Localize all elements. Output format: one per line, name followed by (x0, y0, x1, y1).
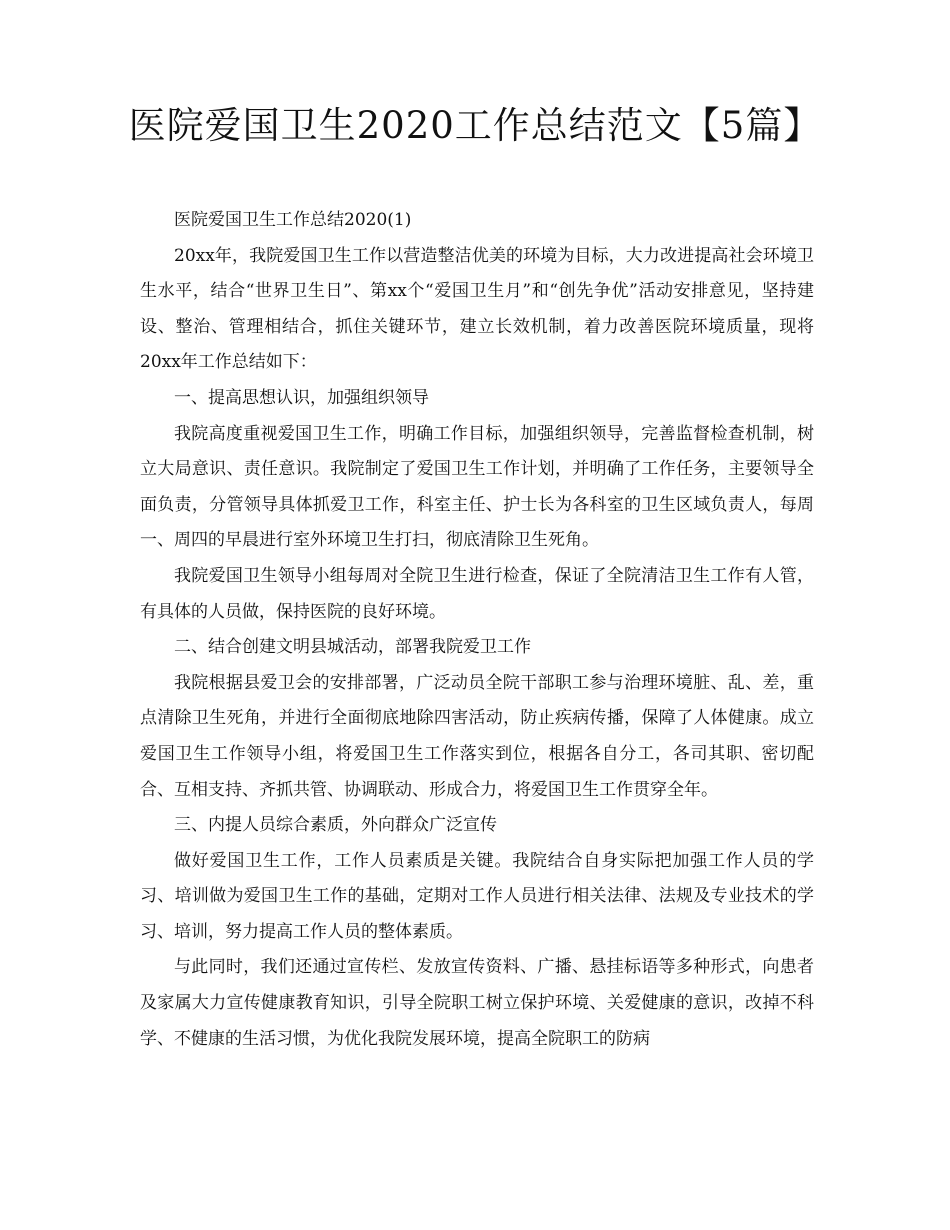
body-paragraph: 与此同时，我们还通过宣传栏、发放宣传资料、广播、悬挂标语等多种形式，向患者及家属大力宣传健康教育知识，引导全院职工树立保护环境、关爱健康的意识，改掉不科学、不健康的生活习惯，为优化我院发展环境，提高全院职工的防病 (140, 957, 814, 1049)
section-heading: 医院爱国卫生工作总结2020(1) (174, 210, 412, 230)
body-paragraph: 我院爱国卫生领导小组每周对全院卫生进行检查，保证了全院清洁卫生工作有人管，有具体的人员做，保持医院的良好环境。 (140, 565, 814, 622)
body-paragraph: 我院高度重视爱国卫生工作，明确工作目标，加强组织领导，完善监督检查机制，树立大局意识、责任意识。我院制定了爱国卫生工作计划，并明确了工作任务，主要领导全面负责，分管领导具体抓爱卫工作，科室主任、护士长为各科室的卫生区域负责人，每周一、周四的早晨进行室外环境卫生打扫，彻底清除卫生死角。 (140, 423, 814, 551)
body-paragraph: 我院根据县爱卫会的安排部署，广泛动员全院干部职工参与治理环境脏、乱、差，重点清除卫生死角，并进行全面彻底地除四害活动，防止疾病传播，保障了人体健康。成立爱国卫生工作领导小组，将爱国卫生工作落实到位，根据各自分工，各司其职、密切配合、互相支持、齐抓共管、协调联动、形成合力，将爱国卫生工作贯穿全年。 (140, 672, 814, 800)
section-heading: 一、提高思想认识，加强组织领导 (174, 387, 429, 408)
section-heading: 三、内提人员综合素质，外向群众广泛宣传 (174, 815, 497, 836)
body-paragraph: 做好爱国卫生工作，工作人员素质是关键。我院结合自身实际把加强工作人员的学习、培训做为爱国卫生工作的基础，定期对工作人员进行相关法律、法规及专业技术的学习、培训，努力提高工作人员的整体素质。 (140, 850, 814, 942)
document-body (140, 203, 814, 1057)
document-title: 医院爱国卫生2020工作总结范文【5篇】 (128, 104, 822, 147)
section-heading: 二、结合创建文明县城活动，部署我院爱卫工作 (174, 637, 531, 658)
body-paragraph: 20xx年，我院爱国卫生工作以营造整洁优美的环境为目标，大力改进提高社会环境卫生水平，结合“世界卫生日”、第xx个“爱国卫生月”和“创先争优”活动安排意见，坚持建设、整治、管理相结合，抓住关键环节，建立长效机制，着力改善医院环境质量，现将20xx年工作总结如下： (140, 245, 814, 373)
